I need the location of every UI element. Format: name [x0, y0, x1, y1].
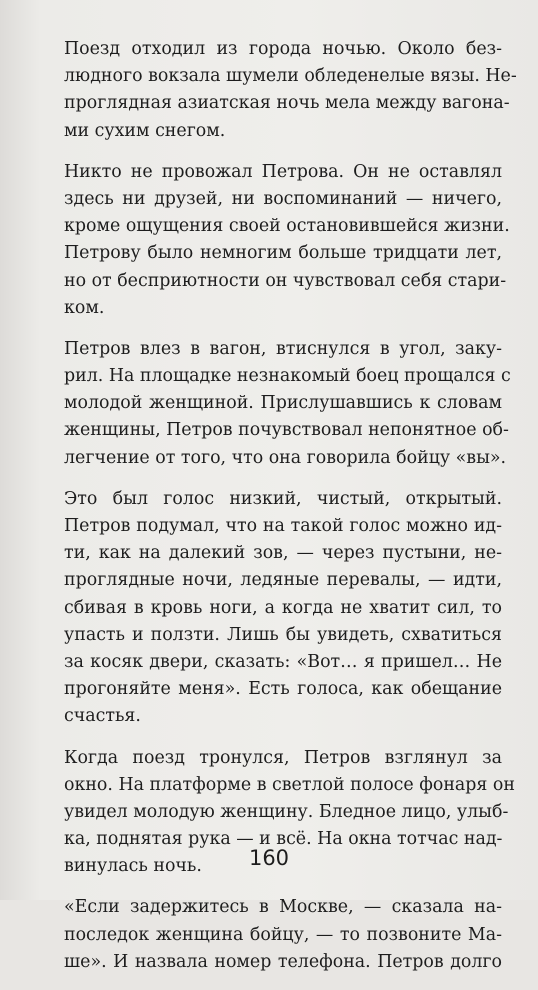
text-line: «Если задержитесь в Москве, — сказала на- [64, 897, 502, 918]
text-line: кроме ощущения своей остановившейся жизни. [64, 216, 510, 237]
text-line: ком. [64, 297, 105, 318]
paragraph-2 [64, 159, 510, 322]
text-line: Когда поезд тронулся, Петров взглянул за [64, 747, 502, 768]
paragraph-1 [64, 36, 517, 145]
text-line: Никто не провожал Петрова. Он не оставлял [64, 161, 502, 182]
text-line: здесь ни друзей, ни воспоминаний — ничего, [64, 188, 502, 209]
text-line: увидел молодую женщину. Бледное лицо, улыб- [64, 801, 509, 822]
text-line: но от бесприютности он чувствовал себя стари- [64, 270, 507, 291]
text-line: ка, поднятая рука — и всё. На окна тотчас над- [64, 829, 503, 850]
text-line: последок женщина бойцу, — то позвоните Ма- [64, 924, 502, 945]
text-line: Поезд отходил из города ночью. Около без- [64, 39, 502, 59]
text-line: счастья. [64, 706, 141, 727]
text-line: ми сухим снегом. [64, 120, 226, 141]
text-line: Петров влез в вагон, втиснулся в угол, заку- [64, 338, 502, 359]
text-line: за косяк двери, сказать: «Вот… я пришел… Не [64, 651, 502, 672]
text-line: проглядная азиатская ночь мела между вагона- [64, 93, 510, 114]
text-line: винулась ночь. [64, 856, 202, 877]
text-line: Петров подумал, что на такой голос можно ид- [64, 516, 502, 536]
text-line: ше». И назвала номер телефона. Петров долго [64, 951, 502, 972]
text-line: Это был голос низкий, чистый, открытый. [64, 488, 502, 509]
paragraph-4 [64, 486, 502, 731]
text-line: рил. На площадке незнакомый боец прощался с [64, 366, 511, 387]
text-line: Петрову было немногим больше тридцати лет, [64, 243, 502, 264]
text-line: сбивая в кровь ноги, а когда не хватит сил, то [64, 597, 502, 618]
text-line: молодой женщиной. Прислушавшись к словам [64, 393, 502, 414]
text-line: окно. На платформе в светлой полосе фонаря он [64, 774, 515, 795]
paragraph-3 [64, 336, 511, 472]
text-line: проглядные ночи, ледяные перевалы, — идти, [64, 570, 502, 591]
text-line: людного вокзала шумели обледенелые вязы. Не- [64, 66, 517, 87]
text-line: прогоняйте меня». Есть голоса, как обещание [64, 679, 502, 700]
text-line: ти, как на далекий зов, — через пустыни, не- [64, 543, 502, 564]
page-number: 160 [248, 846, 290, 870]
text-line: упасть и ползти. Лишь бы увидеть, схватиться [64, 624, 502, 645]
paragraph-6 [64, 894, 502, 976]
text-line: женщины, Петров почувствовал непонятное об- [64, 420, 509, 441]
text-line: легчение от того, что она говорила бойцу «вы». [64, 447, 507, 468]
